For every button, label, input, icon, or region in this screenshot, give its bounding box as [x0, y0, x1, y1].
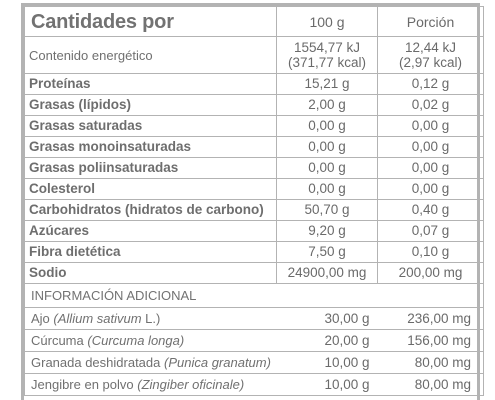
nutrient-label: Carbohidratos (hidratos de carbono): [25, 200, 277, 221]
nutrient-label: Sodio: [25, 263, 277, 284]
ingredient-name: Cúrcuma: [31, 333, 84, 348]
table-header-row: [25, 7, 484, 37]
ingredient-latin-name: (Punica granatum): [164, 355, 271, 370]
nutrient-row: [25, 179, 484, 200]
nutrient-per100: 0,00 g: [277, 116, 378, 137]
ingredient-row: [25, 374, 484, 396]
nutrient-label: Grasas (lípidos): [25, 95, 277, 116]
ingredient-suffix: L.): [141, 311, 161, 326]
column-header-100g: 100 g: [277, 7, 378, 37]
nutrient-row: [25, 263, 484, 284]
ingredient-portion: 156,00 mg: [378, 330, 484, 352]
nutrient-label: Fibra dietética: [25, 242, 277, 263]
ingredient-name: Granada deshidratada: [31, 355, 161, 370]
nutrient-row: [25, 242, 484, 263]
ingredient-row: [25, 308, 484, 330]
nutrient-per100: 0,00 g: [277, 137, 378, 158]
energy-portion-kcal: (2,97 kcal): [398, 55, 463, 70]
ingredient-row: [25, 330, 484, 352]
nutrient-portion: 0,00 g: [378, 116, 484, 137]
nutrient-per100: 9,20 g: [277, 221, 378, 242]
ingredient-latin-name: (Curcuma longa): [87, 333, 185, 348]
ingredient-label: [25, 374, 277, 396]
nutrient-portion: 0,00 g: [378, 179, 484, 200]
nutrient-portion: 0,00 g: [378, 158, 484, 179]
column-header-portion: Porción: [378, 7, 484, 37]
nutrient-per100: 24900,00 mg: [277, 263, 378, 284]
energy-portion: [378, 37, 484, 74]
nutrient-portion: 0,10 g: [378, 242, 484, 263]
ingredient-row: [25, 352, 484, 374]
ingredient-name: Ajo: [31, 311, 50, 326]
ingredient-portion: 80,00 mg: [378, 352, 484, 374]
nutrient-row: [25, 95, 484, 116]
nutrient-label: Proteínas: [25, 74, 277, 95]
energy-label: Contenido energético: [25, 37, 277, 74]
nutrient-row: [25, 158, 484, 179]
nutrient-portion: 0,02 g: [378, 95, 484, 116]
nutrient-per100: 0,00 g: [277, 179, 378, 200]
nutrition-table: [24, 6, 484, 396]
ingredient-latin-name: (Allium sativum: [53, 311, 142, 326]
nutrient-row: [25, 74, 484, 95]
energy-per100: [277, 37, 378, 74]
energy-per100-kcal: (371,77 kcal): [287, 55, 367, 70]
nutrient-portion: 0,12 g: [378, 74, 484, 95]
ingredient-per100: 20,00 g: [277, 330, 378, 352]
ingredient-per100: 10,00 g: [277, 352, 378, 374]
additional-info-heading: INFORMACIÓN ADICIONAL: [25, 284, 484, 308]
energy-row: [25, 37, 484, 74]
nutrition-facts-panel: [21, 3, 480, 400]
nutrient-row: [25, 221, 484, 242]
energy-portion-kj: 12,44 kJ: [404, 40, 457, 55]
ingredient-per100: 10,00 g: [277, 374, 378, 396]
nutrient-portion: 0,00 g: [378, 137, 484, 158]
ingredient-label: [25, 330, 277, 352]
ingredient-per100: 30,00 g: [277, 308, 378, 330]
nutrient-row: [25, 200, 484, 221]
ingredient-portion: 236,00 mg: [378, 308, 484, 330]
nutrient-per100: 15,21 g: [277, 74, 378, 95]
nutrient-per100: 2,00 g: [277, 95, 378, 116]
ingredient-label: [25, 352, 277, 374]
nutrient-per100: 7,50 g: [277, 242, 378, 263]
energy-per100-kj: 1554,77 kJ: [293, 40, 361, 55]
table-title: Cantidades por: [25, 7, 277, 37]
nutrient-per100: 0,00 g: [277, 158, 378, 179]
ingredient-name: Jengibre en polvo: [31, 377, 134, 392]
nutrient-per100: 50,70 g: [277, 200, 378, 221]
nutrient-row: [25, 116, 484, 137]
nutrient-label: Azúcares: [25, 221, 277, 242]
nutrient-portion: 0,40 g: [378, 200, 484, 221]
nutrient-portion: 200,00 mg: [378, 263, 484, 284]
nutrient-row: [25, 137, 484, 158]
nutrient-label: Grasas monoinsaturadas: [25, 137, 277, 158]
nutrient-label: Colesterol: [25, 179, 277, 200]
nutrient-label: Grasas saturadas: [25, 116, 277, 137]
nutrient-portion: 0,07 g: [378, 221, 484, 242]
ingredient-latin-name: (Zingiber oficinale): [137, 377, 245, 392]
ingredient-portion: 80,00 mg: [378, 374, 484, 396]
ingredient-label: [25, 308, 277, 330]
additional-info-header-row: [25, 284, 484, 308]
nutrient-label: Grasas poliinsaturadas: [25, 158, 277, 179]
